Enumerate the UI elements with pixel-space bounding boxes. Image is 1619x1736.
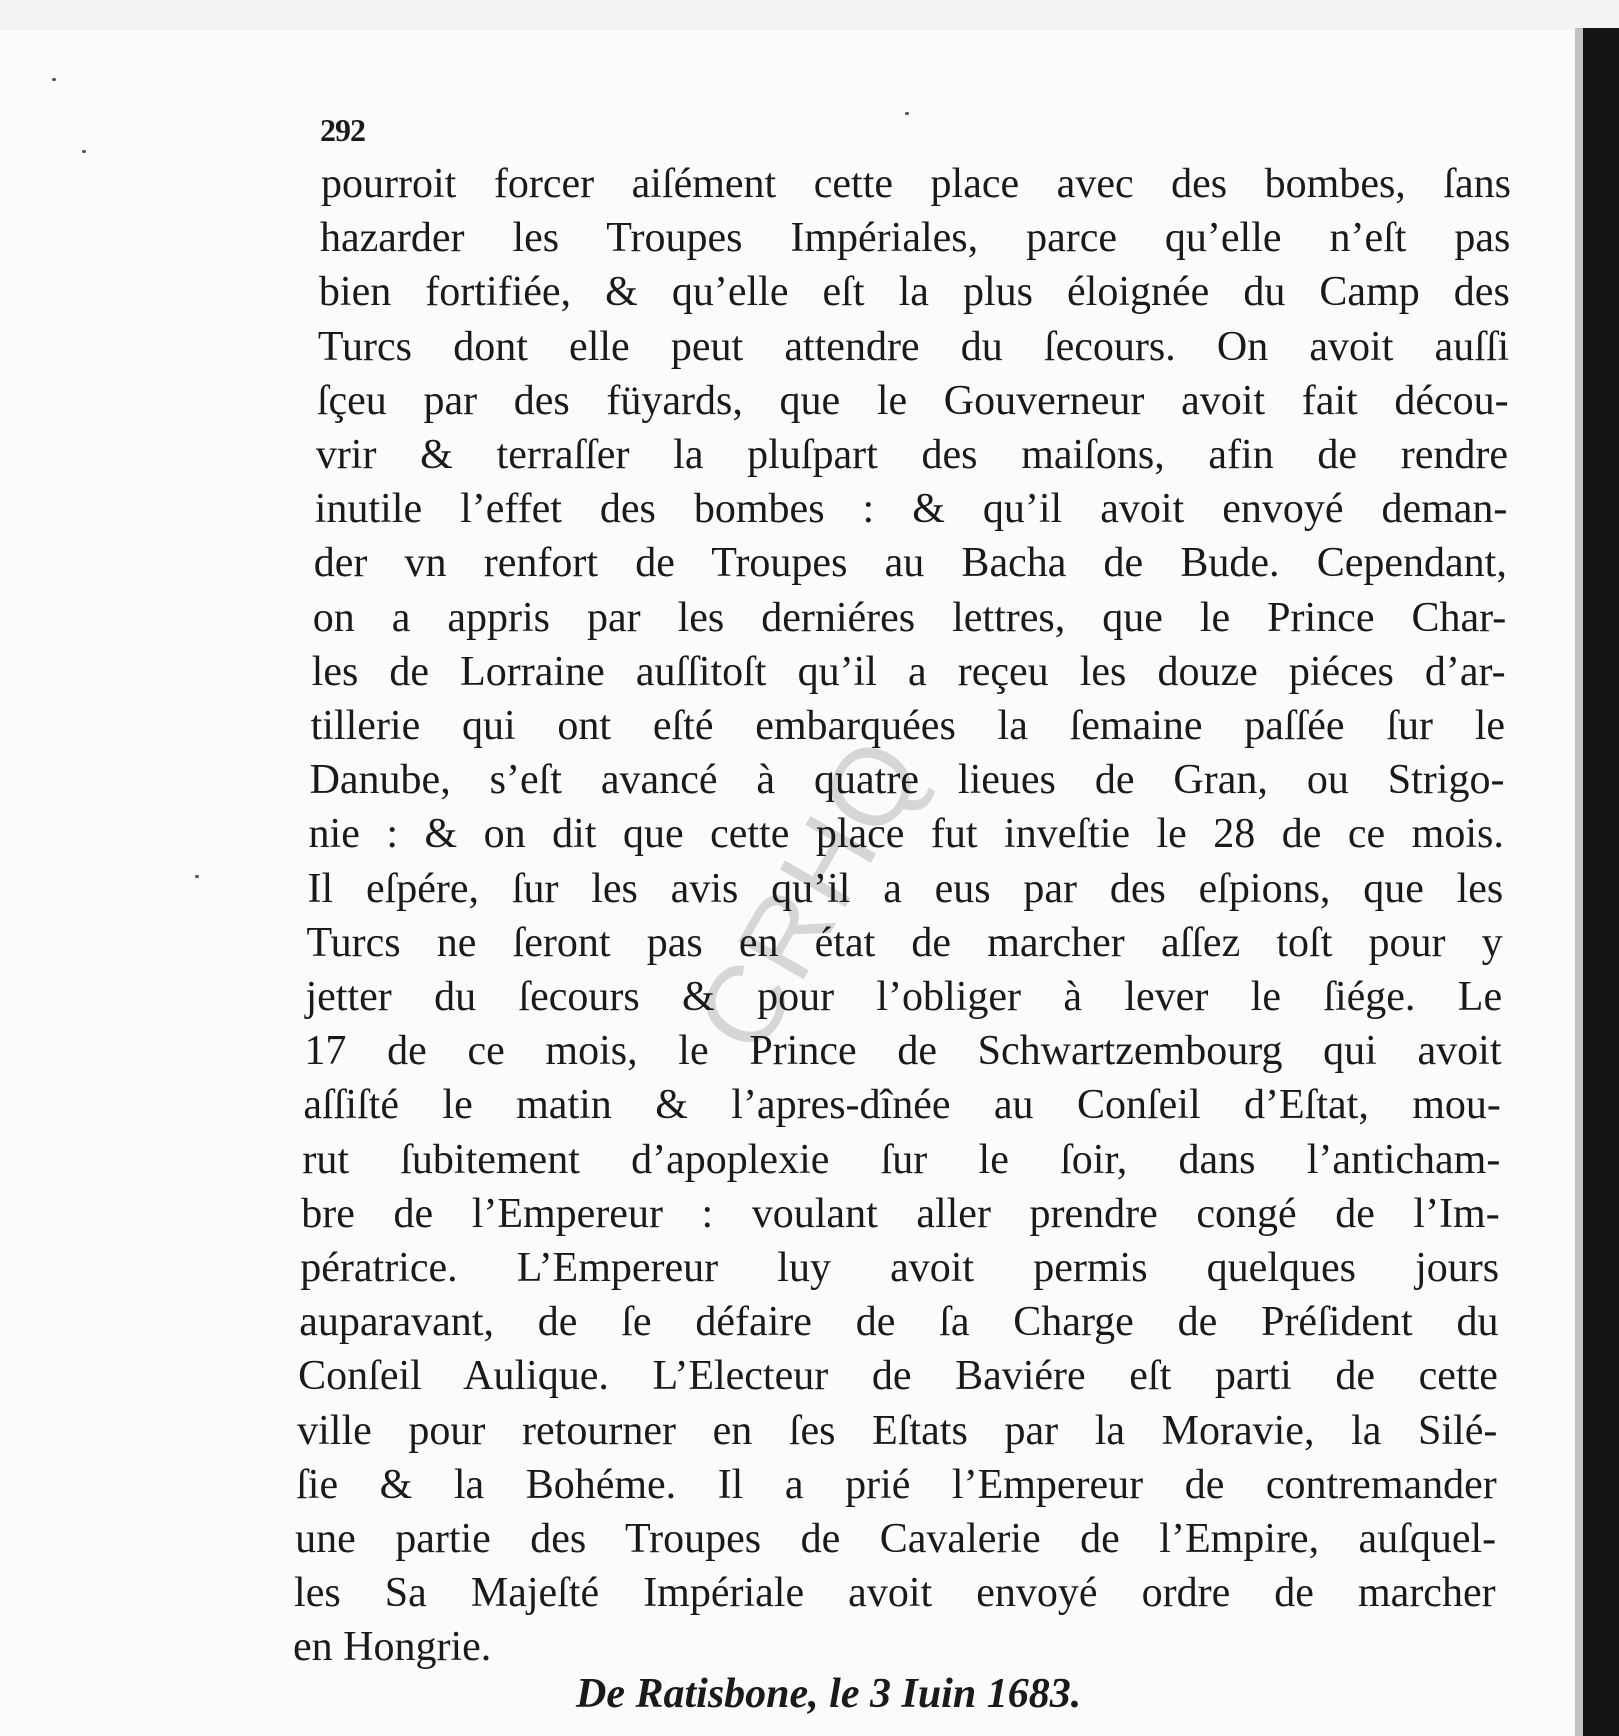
text-line: Turcs ne ſeront pas en état de marcher aſſez toſt pour y bbox=[306, 919, 1503, 966]
text-line: auparavant, de ſe défaire de ſa Charge de Préſident du bbox=[299, 1299, 1499, 1346]
scan-black-edge bbox=[1583, 28, 1619, 1736]
text-line: inutile l’effet des bombes : & qu’il avoit envoyé deman- bbox=[314, 486, 1508, 533]
text-line: Danube, s’eſt avancé à quatre lieues de Gran, ou Strigo- bbox=[309, 757, 1505, 804]
text-line: les Sa Majeſté Impériale avoit envoyé ordre de marcher bbox=[294, 1570, 1496, 1617]
text-line: Conſeil Aulique. L’Electeur de Baviére eſt parti de cette bbox=[298, 1353, 1498, 1400]
text-line: aſſiſté le matin & l’apres-dînée au Conſeil d’Eſtat, mou- bbox=[303, 1082, 1501, 1129]
text-line: les de Lorraine auſſitoſt qu’il a reçeu les douze piéces d’ar- bbox=[311, 648, 1506, 695]
scan-speck bbox=[52, 78, 56, 81]
text-line: vrir & terraſſer la pluſpart des maiſons, afin de rendre bbox=[315, 432, 1509, 478]
text-line: pératrice. L’Empereur luy avoit permis quelques jours bbox=[300, 1245, 1500, 1291]
text-line: nie : & on dit que cette place fut inveſtie le 28 de ce mois. bbox=[308, 811, 1504, 858]
text-line: rut ſubitement d’apoplexie ſur le ſoir, dans l’anticham- bbox=[302, 1136, 1501, 1183]
text-line: hazarder les Troupes Impériales, parce qu’elle n’eſt pas bbox=[319, 215, 1511, 262]
text-line: tillerie qui ont eſté embarquées la ſemaine paſſée ſur le bbox=[310, 703, 1506, 749]
text-line: jetter du ſecours & pour l’obliger à lever le ſiége. Le bbox=[305, 974, 1503, 1020]
page-number: 292 bbox=[320, 112, 365, 148]
text-line: ville pour retourner en ſes Eſtats par la Moravie, la Silé- bbox=[297, 1407, 1498, 1454]
text-line: on a appris par les derniéres lettres, que le Prince Char- bbox=[312, 594, 1507, 641]
scan-speck bbox=[195, 875, 199, 878]
text-line: bre de l’Empereur : voulant aller prendre congé de l’Im- bbox=[301, 1190, 1500, 1237]
text-line: Il eſpére, ſur les avis qu’il a eus par des eſpions, que les bbox=[307, 865, 1504, 912]
scan-speck bbox=[82, 150, 86, 153]
scan-edge-shadow bbox=[1575, 28, 1583, 1736]
scan-speck bbox=[905, 112, 909, 115]
text-line: ſçeu par des füyards, que le Gouverneur avoit fait décou- bbox=[316, 377, 1509, 424]
dateline: De Ratisbone, le 3 Iuin 1683. bbox=[576, 1671, 1082, 1717]
text-line: ſie & la Bohéme. Il a prié l’Empereur de contremander bbox=[296, 1461, 1497, 1508]
text-line: 17 de ce mois, le Prince de Schwartzembourg qui avoit bbox=[304, 1028, 1502, 1075]
watermark: CRHQ bbox=[671, 715, 949, 1072]
text-line: bien fortifiée, & qu’elle eſt la plus éloignée du Camp des bbox=[318, 269, 1510, 316]
text-line: une partie des Troupes de Cavalerie de l’Empire, auſquel- bbox=[295, 1516, 1497, 1562]
text-line: en Hongrie. bbox=[293, 1624, 492, 1671]
text-line: pourroit forcer aiſément cette place avec des bombes, ſans bbox=[321, 161, 1511, 207]
scan-top-margin bbox=[0, 0, 1619, 30]
text-line: Turcs dont elle peut attendre du ſecours. On avoit auſſi bbox=[317, 323, 1510, 370]
text-line: der vn renfort de Troupes au Bacha de Bude. Cependant, bbox=[313, 540, 1507, 587]
